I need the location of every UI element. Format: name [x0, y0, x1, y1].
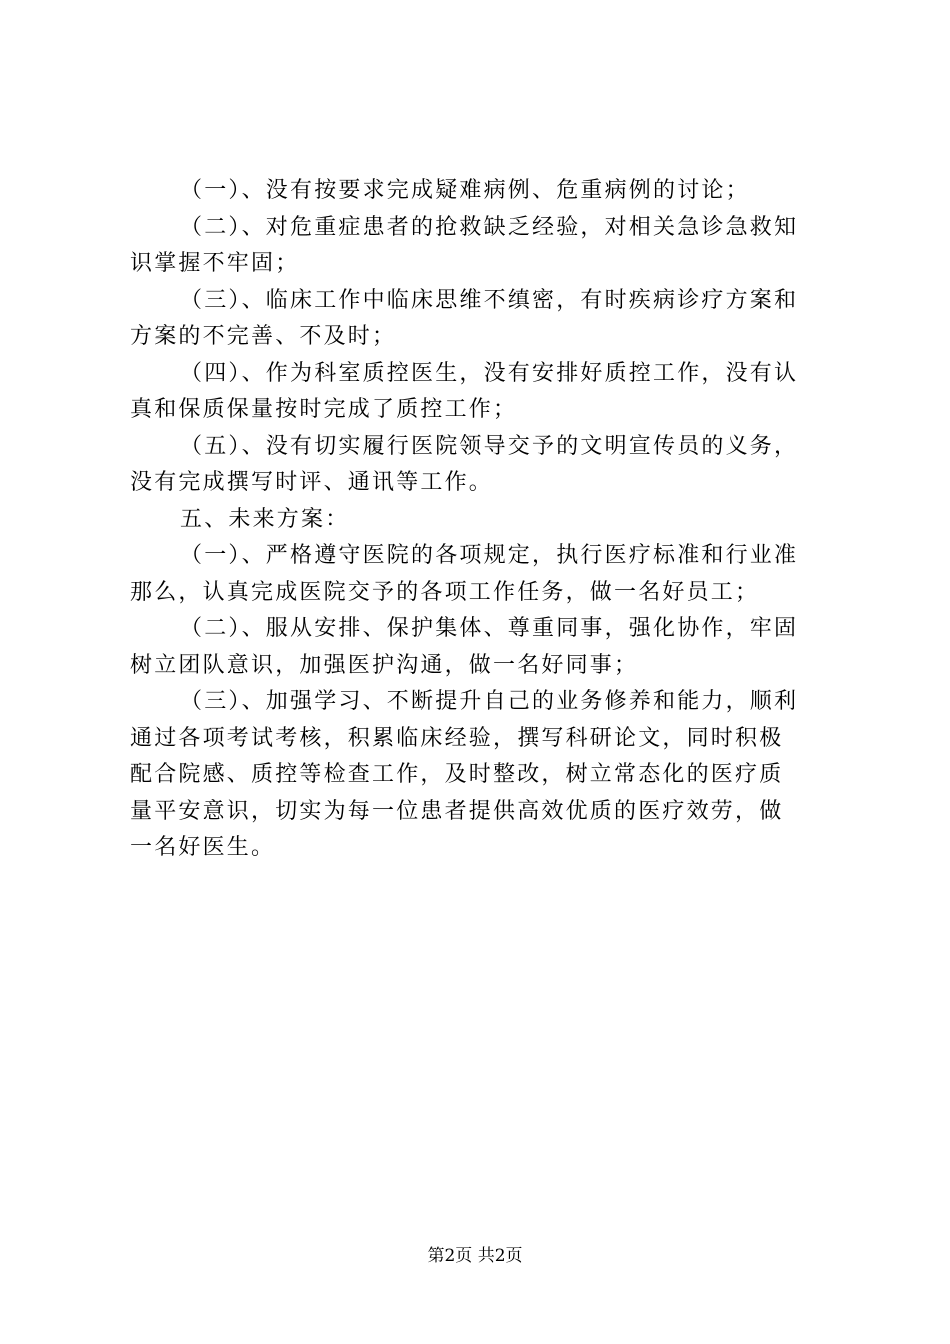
- paragraph-line: （四）、作为科室质控医生，没有安排好质控工作，没有认: [180, 360, 799, 386]
- paragraph-line: 真和保质保量按时完成了质控工作；: [130, 397, 518, 422]
- paragraph-line: 一名好医生。: [130, 835, 276, 860]
- paragraph-line: 量平安意识，切实为每一位患者提供高效优质的医疗效劳，做: [130, 798, 784, 824]
- paragraph-line: （二）、对危重症患者的抢救缺乏经验，对相关急诊急救知: [180, 214, 799, 240]
- paragraph-line: （五）、没有切实履行医院领导交予的文明宣传员的义务，: [180, 433, 799, 459]
- document-body: [130, 173, 830, 867]
- paragraph-line: （一）、严格遵守医院的各项规定，执行医疗标准和行业准: [180, 543, 799, 568]
- paragraph-line: 没有完成撰写时评、通讯等工作。: [130, 470, 494, 495]
- paragraph-line: （三）、加强学习、不断提升自己的业务修养和能力，顺利: [180, 689, 799, 714]
- paragraph-line: 识掌握不牢固；: [130, 251, 300, 276]
- paragraph-line: 树立团队意识，加强医护沟通，做一名好同事；: [130, 652, 639, 678]
- paragraph-line: 配合院感、质控等检查工作，及时整改，树立常态化的医疗质: [130, 762, 784, 787]
- paragraph-line: （一）、没有按要求完成疑难病例、危重病例的讨论；: [180, 178, 750, 203]
- paragraph-line: （二）、服从安排、保护集体、尊重同事，强化协作，牢固: [180, 616, 799, 641]
- paragraph-line: 方案的不完善、不及时；: [130, 324, 397, 349]
- paragraph-line: 那么，认真完成医院交予的各项工作任务，做一名好员工；: [130, 579, 760, 605]
- paragraph-line: （三）、临床工作中临床思维不缜密，有时疾病诊疗方案和: [180, 287, 799, 313]
- paragraph-line: 通过各项考试考核，积累临床经验，撰写科研论文，同时积极: [130, 725, 784, 751]
- page-number-footer: 第2页 共2页: [427, 1246, 523, 1266]
- section-heading: 五、未来方案：: [180, 506, 350, 532]
